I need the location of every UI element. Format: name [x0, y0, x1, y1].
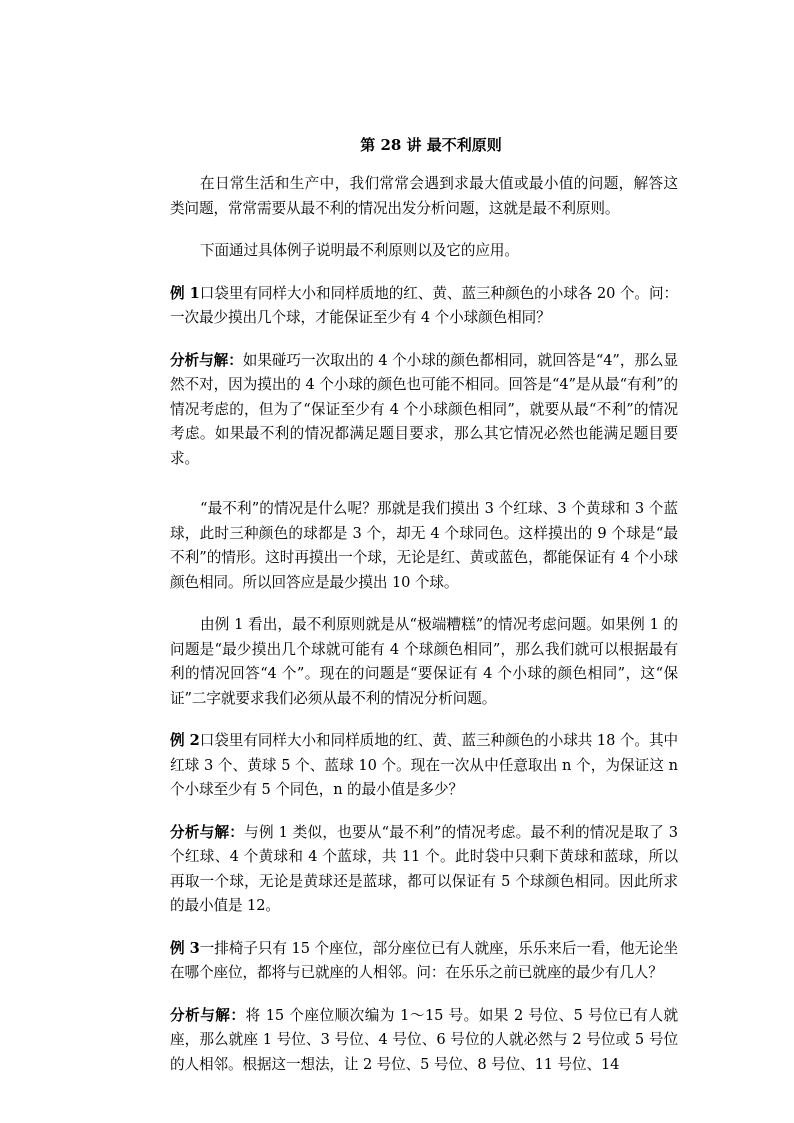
example-3-label: 例 3	[170, 939, 200, 957]
example-3-paragraph	[170, 937, 678, 986]
principle-paragraph	[170, 613, 678, 711]
intro-text: 在日常生活和生产中，我们常常会遇到求最大值或最小值的问题，解答这类问题，常常需要从最不利的情况出发分析问题，这就是最不利原则。	[170, 175, 678, 217]
worst-case-text: “最不利”的情况是什么呢？那就是我们摸出 3 个红球、3 个黄球和 3 个蓝球，此时三种颜色的球都是 3 个，却无 4 个球同色。这样摸出的 9 个球是“最不利”的情形。这时再摸出一个球，无论是红、黄或蓝色，都能保证有 4 个小球颜色相同。所以回答应是最少摸出 10 个球。	[170, 500, 678, 591]
example-1-text: 口袋里有同样大小和同样质地的红、黄、蓝三种颜色的小球各 20 个。问：一次最少摸出几个球，才能保证至少有 4 个小球颜色相同？	[170, 284, 679, 326]
principle-text: 由例 1 看出，最不利原则就是从“极端糟糕”的情况考虑问题。如果例 1 的问题是“最少摸出几个球就可能有 4 个球颜色相同”，那么我们就可以根据最有利的情况回答“4 个”。现在的问题是“要保证有 4 个小球的颜色相同”，这“保证”二字就要求我们必须从最不利的情况分析问题。	[170, 616, 678, 707]
analysis-2-label: 分析与解：	[170, 823, 245, 841]
worst-case-paragraph	[170, 497, 678, 595]
page-title: 第 28 讲 最不利原则	[360, 136, 502, 154]
analysis-1-text: 如果碰巧一次取出的 4 个小球的颜色都相同，就回答是“4”，那么显然不对，因为摸出的 4 个小球的颜色也可能不相同。回答是“4”是从最“有利”的情况考虑的，但为了“保证至少有 4 个小球颜色相同”，就要从最“不利”的情况考虑。如果最不利的情况都满足题目要求，那么其它情况必然也能满足题目要求。	[170, 351, 678, 467]
analysis-1-label: 分析与解：	[170, 351, 243, 369]
analysis-3-paragraph	[170, 1004, 678, 1078]
example-2-label: 例 2	[170, 732, 200, 749]
example-1-paragraph	[170, 282, 678, 331]
intro-text-2: 下面通过具体例子说明最不利原则以及它的应用。	[200, 242, 519, 259]
analysis-3-label: 分析与解：	[170, 1006, 246, 1024]
analysis-3-text: 将 15 个座位顺次编为 1～15 号。如果 2 号位、5 号位已有人就座，那么就座 1 号位、3 号位、4 号位、6 号位的人就必然与 2 号位或 5 号位的人相邻。根据这一想法，让 2 号位、5 号位、8 号位、11 号位、14	[170, 1006, 678, 1073]
example-2-text: 口袋里有同样大小和同样质地的红、黄、蓝三种颜色的小球共 18 个。其中红球 3 个、黄球 5 个、蓝球 10 个。现在一次从中任意取出 n 个，为保证这 n 个小球至少有 5 个同色，n 的最小值是多少？	[170, 732, 679, 798]
example-2-paragraph	[170, 729, 678, 803]
intro-paragraph	[170, 172, 678, 221]
intro-paragraph-2	[170, 239, 678, 264]
document-page	[170, 133, 678, 1095]
analysis-1-paragraph	[170, 349, 678, 472]
analysis-2-paragraph	[170, 821, 678, 919]
analysis-2-text: 与例 1 类似，也要从“最不利”的情况考虑。最不利的情况是取了 3 个红球、4 个黄球和 4 个蓝球，共 11 个。此时袋中只剩下黄球和蓝球，所以再取一个球，无论是黄球还是蓝球，都可以保证有 5 个球颜色相同。因此所求的最小值是 12。	[170, 823, 678, 914]
example-1-label: 例 1	[170, 284, 200, 302]
example-3-text: 一排椅子只有 15 个座位，部分座位已有人就座，乐乐来后一看，他无论坐在哪个座位，都将与已就座的人相邻。问：在乐乐之前已就座的最少有几人？	[170, 939, 679, 981]
